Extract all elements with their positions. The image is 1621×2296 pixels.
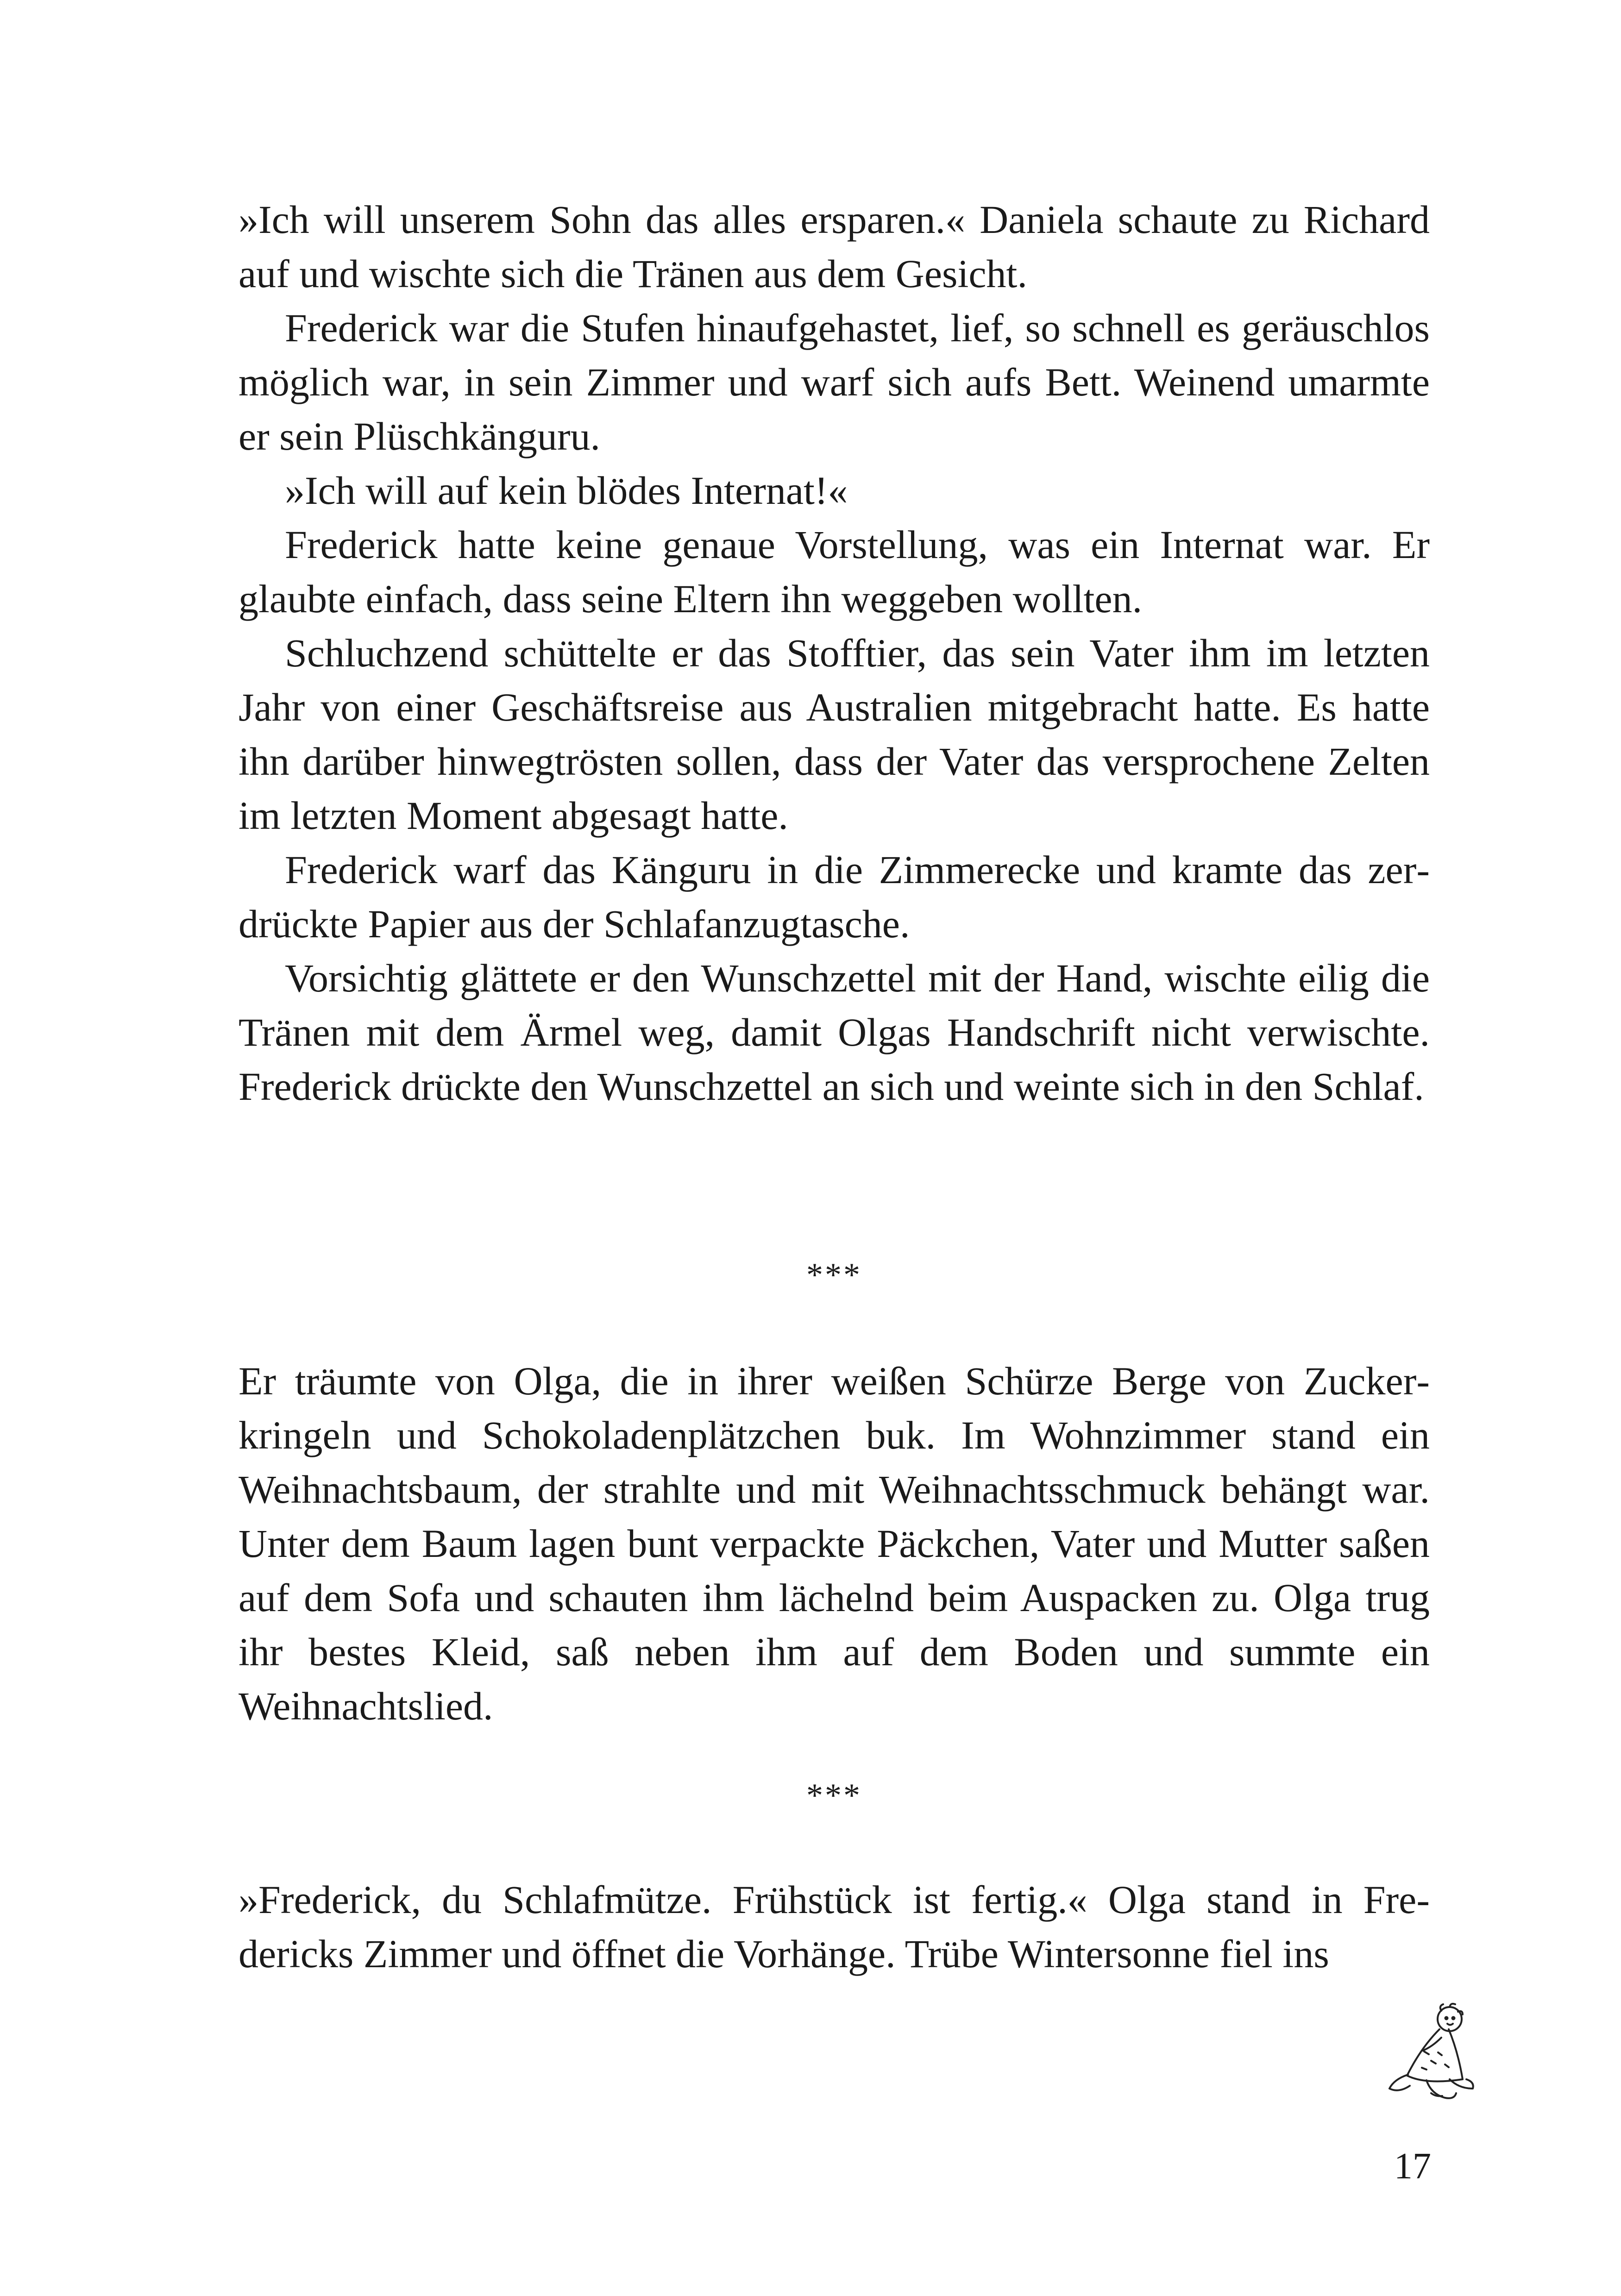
paragraph: »Frederick, du Schlafmütze. Frühstück ist fertig.« Olga stand in Fredericks Zimmer und öffnet die Vorhänge. Trübe Wintersonne fiel ins [239, 1877, 1430, 1976]
paragraph: Frederick war die Stufen hinaufgehastet, lief, so schnell es geräuschlos möglich war, in sein Zimmer und warf sich aufs Bett. Weinend umarmte er sein Plüschkänguru. [239, 306, 1430, 458]
paragraph: Frederick hatte keine genaue Vorstellung, was ein Internat war. Er glaubte einfach, dass seine Eltern ihn weggeben wollten. [239, 522, 1430, 621]
paragraph: »Ich will auf kein blödes Internat!« [285, 468, 848, 513]
paragraph: Schluchzend schüttelte er das Stofftier, das sein Vater ihm im letzten Jahr von einer Geschäftsreise aus Australien mitgebracht hatte. Es hatte ihn darüber hinwegtrösten sollen, dass der Vater das versprochene Zelten im letzten Moment abgesagt hatte. [239, 631, 1430, 838]
paragraph: »Ich will unserem Sohn das alles ersparen.« Daniela schaute zu Richard auf und wischte sich die Tränen aus dem Gesicht. [239, 197, 1430, 296]
section-separator: *** [806, 1256, 862, 1293]
sitting-figure-doodle-icon [1380, 2001, 1482, 2116]
paragraph: Frederick warf das Känguru in die Zimmerecke und kramte das zerdrückte Papier aus der Schlafanzugtasche. [239, 847, 1430, 946]
section-2-text [239, 1354, 1430, 1733]
section-1-text [239, 193, 1430, 1114]
section-separator: *** [806, 1777, 862, 1814]
paragraph: Vorsichtig glättete er den Wunschzettel mit der Hand, wischte eilig die Tränen mit dem Ärmel weg, damit Olgas Handschrift nicht verwischte. Frederick drückte den Wunschzettel an sich und weinte sich in den Schlaf. [239, 956, 1430, 1109]
section-3-text [239, 1873, 1430, 1981]
page-number: 17 [1394, 2146, 1431, 2187]
paragraph: Er träumte von Olga, die in ihrer weißen Schürze Berge von Zuckerkringeln und Schokoladenplätzchen buk. Im Wohnzimmer stand ein Weihnachtsbaum, der strahlte und mit Weihnachtsschmuck behängt war. Unter dem Baum lagen bunt verpackte Päckchen, Vater und Mutter saßen auf dem Sofa und schauten ihm lächelnd beim Auspacken zu. Olga trug ihr bestes Kleid, saß neben ihm auf dem Boden und summte ein Weihnachtslied. [239, 1359, 1430, 1728]
